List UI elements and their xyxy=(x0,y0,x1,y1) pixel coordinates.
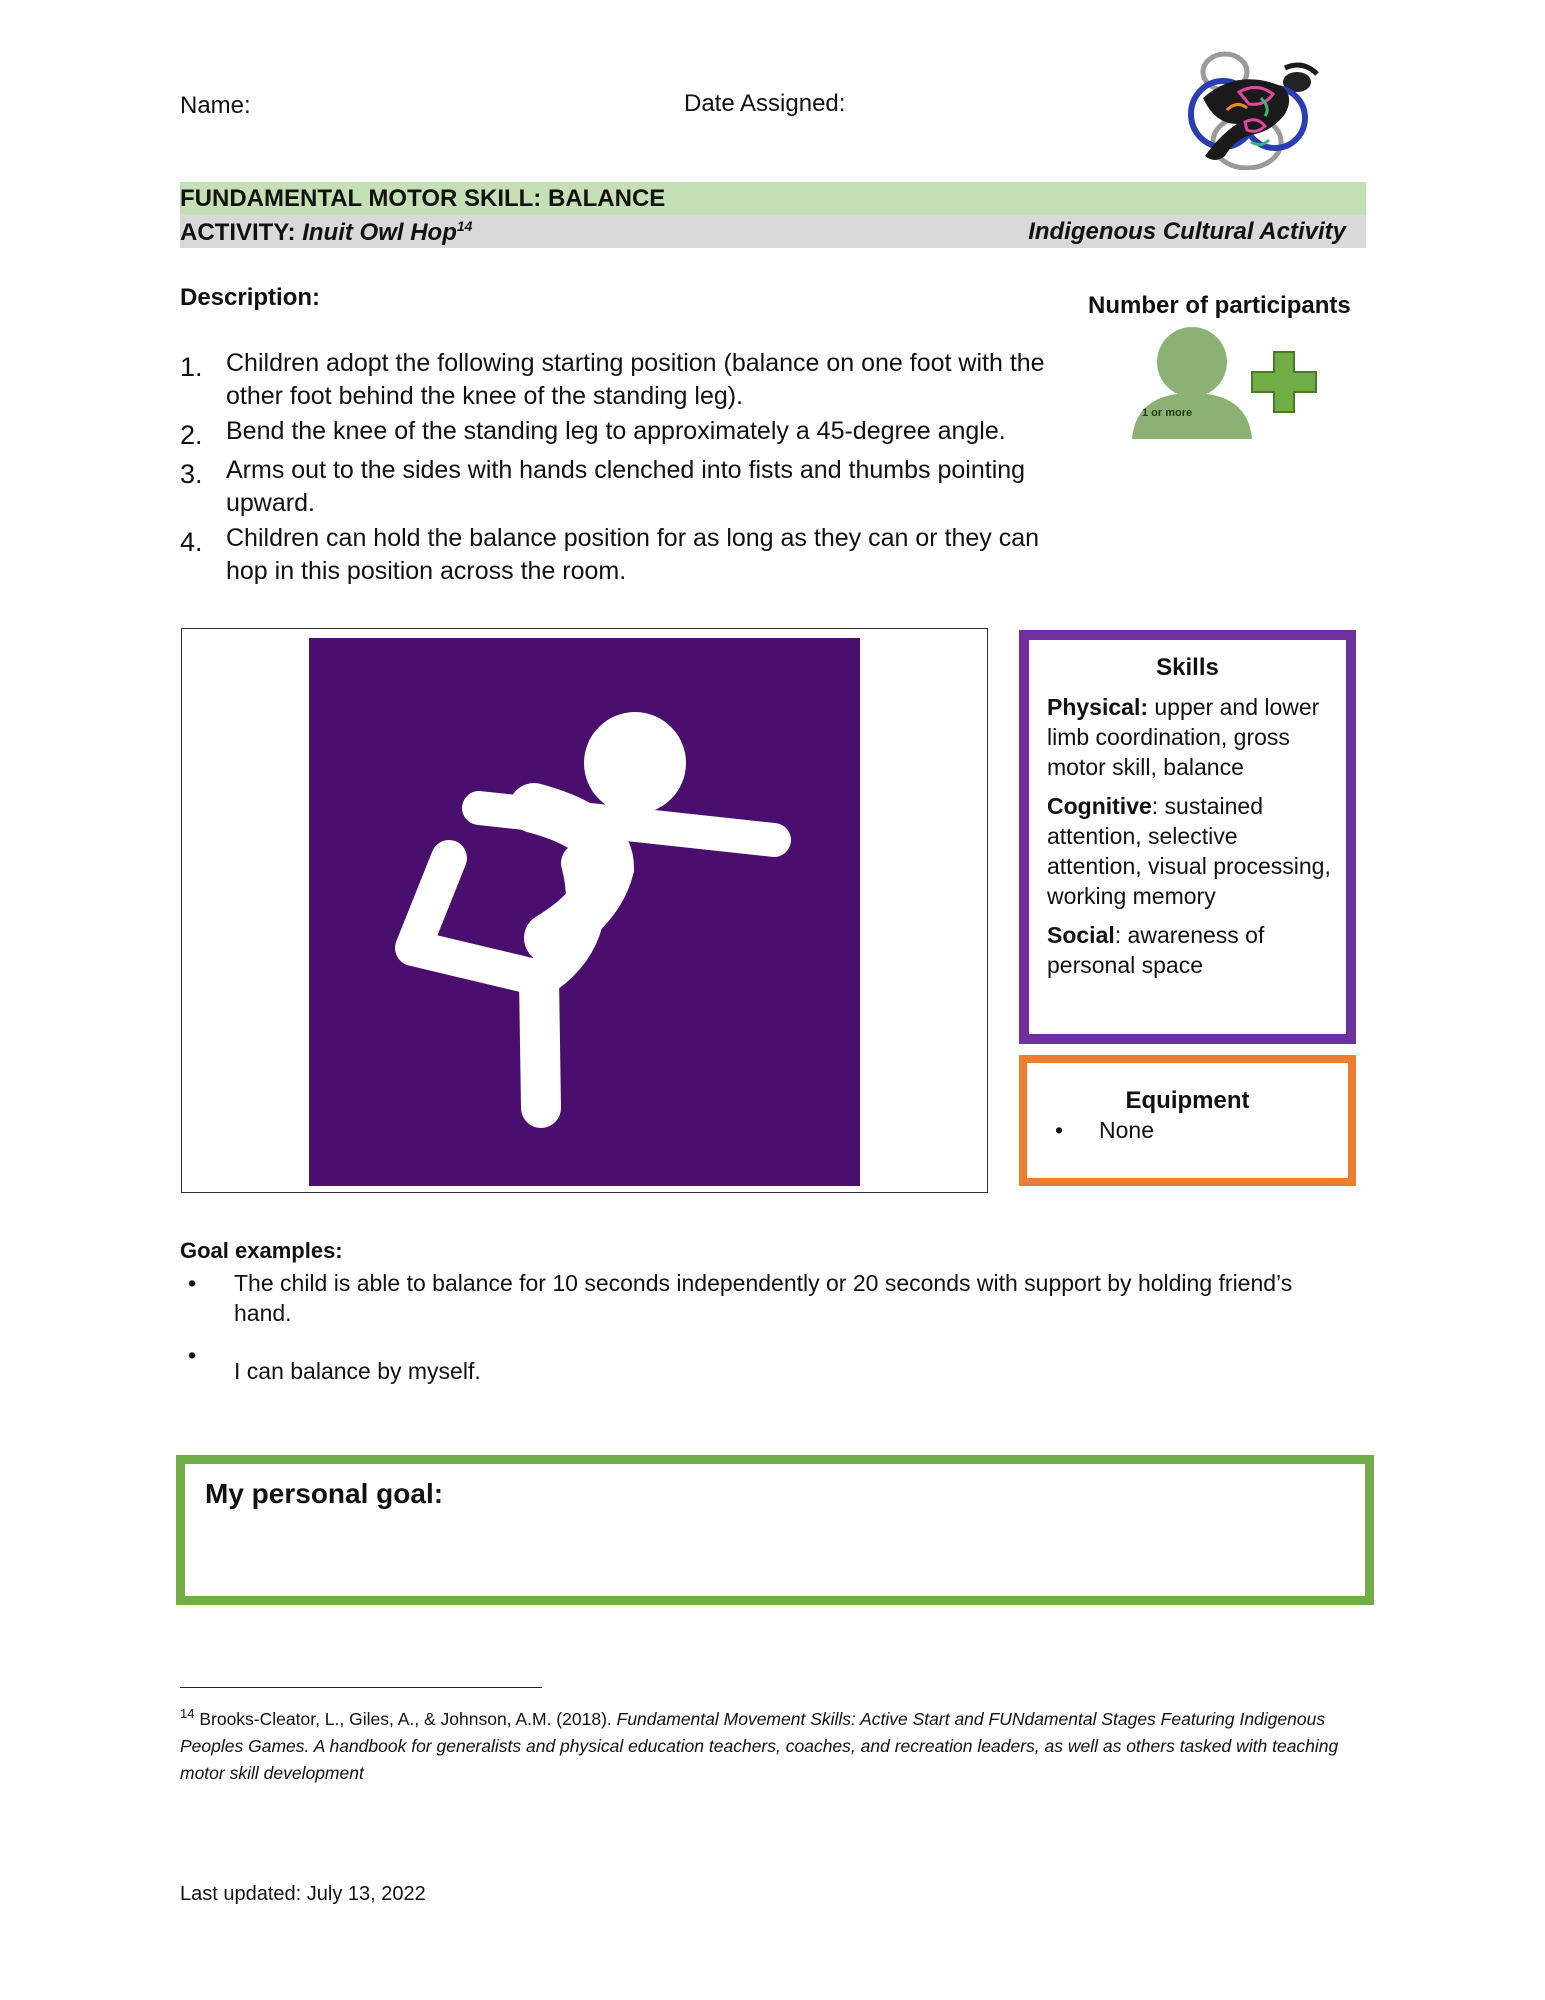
indigenous-art-logo-icon xyxy=(1185,38,1325,170)
step-item xyxy=(180,454,1060,520)
activity-prefix: ACTIVITY: xyxy=(180,219,296,246)
step-number: 1. xyxy=(180,352,203,382)
goal-item xyxy=(180,1342,1330,1386)
step-text: Children adopt the following starting position (balance on one foot with the other foot behind the knee of the standing leg). xyxy=(226,349,1045,410)
skill-text: : sustained attention, selective attention, visual processing, working memory xyxy=(1047,793,1331,909)
footnote-divider xyxy=(180,1687,542,1688)
personal-goal-box[interactable] xyxy=(176,1455,1374,1605)
step-item xyxy=(180,347,1060,413)
participants-title: Number of participants xyxy=(1088,292,1351,319)
date-assigned-label: Date Assigned: xyxy=(684,90,846,117)
skill-heading: FUNDAMENTAL MOTOR SKILL: BALANCE xyxy=(180,185,666,212)
activity-heading xyxy=(180,218,472,247)
footnote xyxy=(180,1700,1340,1787)
skill-text: : awareness of personal space xyxy=(1047,922,1265,978)
equipment-box xyxy=(1019,1055,1356,1186)
goal-examples-title: Goal examples: xyxy=(180,1238,343,1263)
skill-item xyxy=(1047,791,1332,911)
footnote-title: Fundamental Movement Skills: Active Start and FUNdamental Stages Featuring Indigenous Peoples Games. A handbook for generalists and physical education teachers, coaches, and recreation leaders, as well as others tasked with teaching motor skill development xyxy=(180,1708,1339,1783)
skill-label: Cognitive xyxy=(1047,793,1152,819)
step-number: 4. xyxy=(180,527,203,557)
goal-item xyxy=(180,1268,1330,1328)
skills-box xyxy=(1019,630,1356,1044)
balance-pose-icon xyxy=(309,638,860,1186)
step-text: Bend the knee of the standing leg to approximately a 45-degree angle. xyxy=(226,417,1006,445)
footnote-authors: Brooks-Cleator, L., Giles, A., & Johnson, A.M. (2018). xyxy=(199,1708,617,1729)
name-label: Name: xyxy=(180,92,251,119)
skills-title: Skills xyxy=(1156,654,1219,681)
step-number: 2. xyxy=(180,420,203,450)
footnote-ref: 14 xyxy=(456,218,473,234)
last-updated: Last updated: July 13, 2022 xyxy=(180,1883,426,1905)
activity-band xyxy=(180,215,1366,248)
skill-text: upper and lower limb coordination, gross motor skill, balance xyxy=(1047,694,1320,780)
activity-category: Indigenous Cultural Activity xyxy=(1028,218,1346,245)
personal-goal-label: My personal goal: xyxy=(205,1478,444,1509)
step-text: Children can hold the balance position for as long as they can or they can hop in this position across the room. xyxy=(226,524,1040,585)
footnote-number: 14 xyxy=(180,1706,195,1721)
participants-count-label: 1 or more xyxy=(1142,407,1193,419)
step-text: Arms out to the sides with hands clenched into fists and thumbs pointing upward. xyxy=(226,456,1026,517)
skill-band xyxy=(180,182,1366,215)
activity-name: Inuit Owl Hop xyxy=(302,219,457,246)
plus-icon xyxy=(1250,350,1318,414)
goal-text: I can balance by myself. xyxy=(234,1358,481,1384)
equipment-item xyxy=(1027,1117,1348,1144)
goal-text: The child is able to balance for 10 seconds independently or 20 seconds with support by holding friend’s hand. xyxy=(234,1270,1293,1326)
equipment-title: Equipment xyxy=(1125,1087,1250,1114)
step-item xyxy=(180,415,1060,452)
skill-label: Physical: xyxy=(1047,694,1148,720)
equipment-item-text: None xyxy=(1099,1117,1154,1143)
goal-examples xyxy=(180,1238,1330,1386)
person-icon xyxy=(1130,327,1255,439)
skill-item xyxy=(1047,692,1332,782)
bullet: • xyxy=(188,1342,197,1368)
skill-item xyxy=(1047,920,1332,980)
step-item xyxy=(180,522,1060,588)
bullet: • xyxy=(188,1270,197,1296)
skill-label: Social xyxy=(1047,922,1115,948)
description-steps xyxy=(180,347,1060,590)
skills-list xyxy=(1029,692,1346,980)
step-number: 3. xyxy=(180,459,203,489)
description-title: Description: xyxy=(180,284,321,311)
bullet: • xyxy=(1055,1117,1064,1143)
